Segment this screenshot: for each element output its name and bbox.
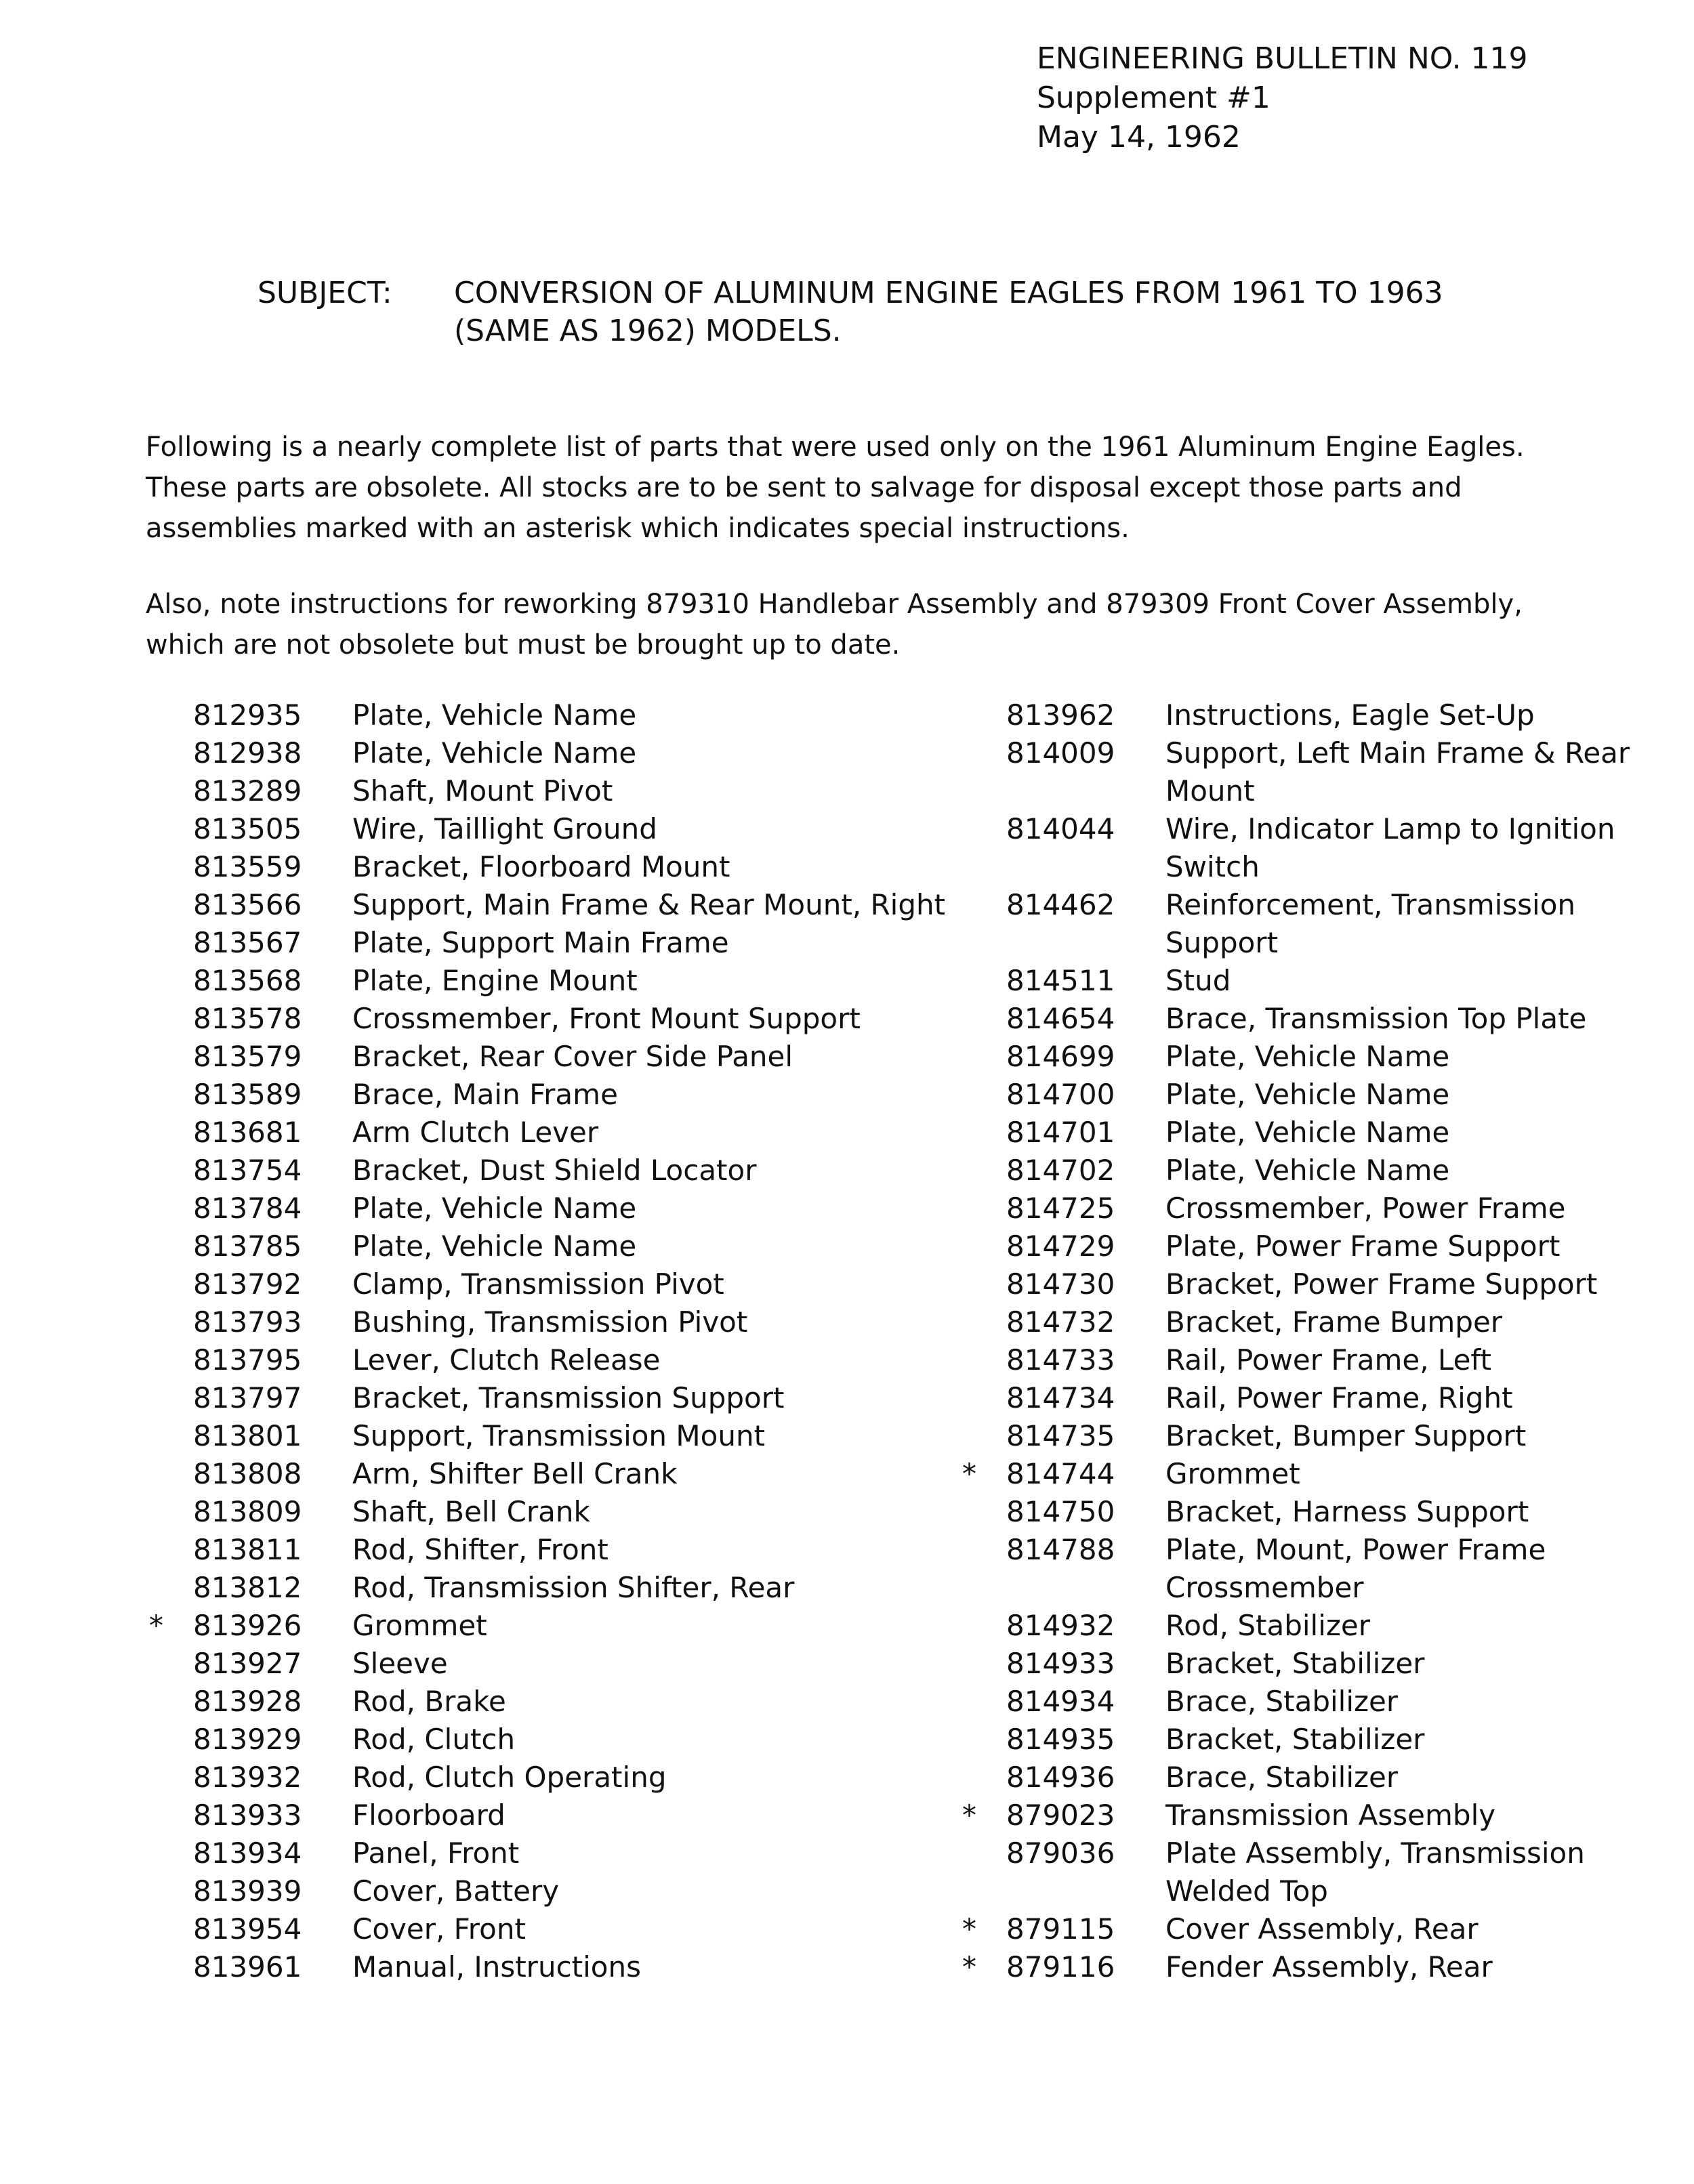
part-row [149, 1303, 996, 1341]
part-description: Rod, Clutch [352, 1723, 516, 1756]
part-number: 814936 [1006, 1761, 1115, 1794]
part-row [962, 1303, 1680, 1341]
part-row [149, 886, 996, 924]
part-description: Clamp, Transmission Pivot [352, 1267, 724, 1301]
part-description: Cover, Front [352, 1912, 526, 1946]
part-row [962, 1834, 1680, 1910]
part-row [149, 1417, 996, 1455]
part-number: 813809 [193, 1495, 302, 1528]
part-row [149, 1607, 996, 1645]
part-number: 814744 [1006, 1457, 1115, 1490]
part-description: Bushing, Transmission Pivot [352, 1305, 748, 1339]
part-number: 813939 [193, 1874, 302, 1908]
part-description: Rod, Brake [352, 1685, 506, 1718]
part-number: 813505 [193, 812, 302, 845]
part-row [149, 1190, 996, 1227]
part-number: 813808 [193, 1457, 302, 1490]
bulletin-header [1037, 39, 1528, 157]
part-row [149, 1645, 996, 1683]
bulletin-date: May 14, 1962 [1037, 120, 1241, 154]
part-row [962, 1493, 1680, 1531]
part-number: 813795 [193, 1343, 302, 1377]
part-description: Bracket, Transmission Support [352, 1381, 785, 1414]
part-number: 813792 [193, 1267, 302, 1301]
part-row [962, 734, 1680, 810]
special-instruction-mark: * [962, 1799, 976, 1832]
part-number: 813801 [193, 1419, 302, 1452]
bulletin-title: ENGINEERING BULLETIN NO. 119 [1037, 41, 1528, 76]
part-number: 813928 [193, 1685, 302, 1718]
part-description: Sleeve [352, 1647, 448, 1680]
part-row [149, 1910, 996, 1948]
part-row [962, 1531, 1680, 1607]
part-description: Floorboard [352, 1799, 505, 1832]
part-description: Grommet [352, 1609, 487, 1642]
part-number: 814700 [1006, 1078, 1115, 1111]
part-row [149, 1152, 996, 1190]
part-description: Plate, Power Frame Support [1165, 1230, 1561, 1263]
part-description: Support, Transmission Mount [352, 1419, 766, 1452]
part-number: 879023 [1006, 1799, 1115, 1832]
part-description: Bracket, Rear Cover Side Panel [352, 1040, 793, 1073]
part-row [962, 1379, 1680, 1417]
part-description: Crossmember, Power Frame [1165, 1192, 1566, 1225]
part-row [149, 1493, 996, 1531]
part-row [149, 1759, 996, 1797]
part-row [149, 1948, 996, 1986]
part-description: Brace, Stabilizer [1165, 1761, 1399, 1794]
part-row [962, 1948, 1680, 1986]
part-number: 814932 [1006, 1609, 1115, 1642]
part-row [149, 1076, 996, 1114]
part-number: 814935 [1006, 1723, 1115, 1756]
part-number: 813926 [193, 1609, 302, 1642]
part-description: Manual, Instructions [352, 1950, 641, 1983]
part-number: 814733 [1006, 1343, 1115, 1377]
special-instruction-mark: * [962, 1950, 976, 1983]
part-number: 813785 [193, 1230, 302, 1263]
part-row [149, 1721, 996, 1759]
part-row [149, 1038, 996, 1076]
part-number: 814511 [1006, 964, 1115, 997]
part-number: 812935 [193, 698, 302, 732]
part-row [962, 810, 1680, 886]
part-number: 813929 [193, 1723, 302, 1756]
part-row [962, 1000, 1680, 1038]
part-row [149, 696, 996, 734]
part-description: Rod, Transmission Shifter, Rear [352, 1571, 795, 1604]
part-description: Shaft, Mount Pivot [352, 774, 613, 807]
part-description: Plate, Vehicle Name [352, 698, 637, 732]
part-number: 813812 [193, 1571, 302, 1604]
part-number: 814934 [1006, 1685, 1115, 1718]
part-row [962, 1076, 1680, 1114]
part-description: Plate Assembly, Transmission Welded Top [1165, 1836, 1585, 1908]
part-description: Plate, Vehicle Name [352, 736, 637, 770]
part-number: 813954 [193, 1912, 302, 1946]
part-number: 813797 [193, 1381, 302, 1414]
part-row [149, 1531, 996, 1569]
part-number: 813811 [193, 1533, 302, 1566]
part-description: Grommet [1165, 1457, 1300, 1490]
part-row [149, 1455, 996, 1493]
part-row [149, 1379, 996, 1417]
part-number: 813784 [193, 1192, 302, 1225]
part-row [149, 924, 996, 962]
part-number: 814734 [1006, 1381, 1115, 1414]
part-description: Rod, Stabilizer [1165, 1609, 1371, 1642]
part-number: 813754 [193, 1154, 302, 1187]
part-number: 813962 [1006, 698, 1115, 732]
part-description: Instructions, Eagle Set-Up [1165, 698, 1535, 732]
part-description: Bracket, Frame Bumper [1165, 1305, 1503, 1339]
intro-paragraph: Following is a nearly complete list of parts that were used only on the 1961 Aluminum Engine Eagles. These parts are obsolete. All stocks are to be sent to salvage for disposal except those parts and assemblies marked with an asterisk which indicates special instructions. [146, 432, 1525, 544]
part-number: 879036 [1006, 1836, 1115, 1870]
part-description: Shaft, Bell Crank [352, 1495, 590, 1528]
part-description: Lever, Clutch Release [352, 1343, 661, 1377]
part-description: Arm, Shifter Bell Crank [352, 1457, 678, 1490]
part-number: 814699 [1006, 1040, 1115, 1073]
special-instruction-mark: * [962, 1457, 976, 1490]
special-instruction-mark: * [149, 1609, 163, 1642]
part-row [149, 962, 996, 1000]
part-number: 813589 [193, 1078, 302, 1111]
part-row [962, 1607, 1680, 1645]
part-number: 813927 [193, 1647, 302, 1680]
part-number: 814462 [1006, 888, 1115, 921]
part-number: 814750 [1006, 1495, 1115, 1528]
part-row [962, 1152, 1680, 1190]
part-description: Plate, Vehicle Name [1165, 1116, 1450, 1149]
part-number: 814788 [1006, 1533, 1115, 1566]
part-description: Bracket, Floorboard Mount [352, 850, 730, 883]
part-description: Bracket, Stabilizer [1165, 1723, 1425, 1756]
part-description: Rail, Power Frame, Left [1165, 1343, 1491, 1377]
subject-line-1: CONVERSION OF ALUMINUM ENGINE EAGLES FROM 1961 TO 1963 [454, 276, 1443, 310]
part-description: Reinforcement, Transmission Support [1165, 888, 1576, 959]
part-description: Wire, Indicator Lamp to Ignition Switch [1165, 812, 1615, 883]
part-number: 814701 [1006, 1116, 1115, 1149]
part-number: 879116 [1006, 1950, 1115, 1983]
part-row [962, 1227, 1680, 1265]
part-row [149, 1341, 996, 1379]
part-number: 813934 [193, 1836, 302, 1870]
part-row [962, 1190, 1680, 1227]
part-number: 813579 [193, 1040, 302, 1073]
part-row [962, 1683, 1680, 1721]
part-row [962, 1645, 1680, 1683]
part-row [149, 1569, 996, 1607]
part-row [962, 696, 1680, 734]
part-row [962, 886, 1680, 962]
part-row [149, 772, 996, 810]
part-description: Fender Assembly, Rear [1165, 1950, 1493, 1983]
part-description: Bracket, Stabilizer [1165, 1647, 1425, 1680]
subject-label: SUBJECT: [257, 276, 392, 310]
part-description: Brace, Stabilizer [1165, 1685, 1399, 1718]
part-number: 813793 [193, 1305, 302, 1339]
part-description: Support, Left Main Frame & Rear Mount [1165, 736, 1630, 807]
part-row [149, 1227, 996, 1265]
part-row [149, 848, 996, 886]
part-row [962, 1341, 1680, 1379]
part-description: Stud [1165, 964, 1231, 997]
part-number: 814735 [1006, 1419, 1115, 1452]
part-row [149, 1872, 996, 1910]
part-number: 814725 [1006, 1192, 1115, 1225]
part-number: 814933 [1006, 1647, 1115, 1680]
part-description: Bracket, Harness Support [1165, 1495, 1529, 1528]
part-description: Plate, Vehicle Name [352, 1192, 637, 1225]
part-number: 813933 [193, 1799, 302, 1832]
part-row [962, 1038, 1680, 1076]
part-row [962, 1114, 1680, 1152]
part-number: 814730 [1006, 1267, 1115, 1301]
part-number: 813567 [193, 926, 302, 959]
part-number: 814732 [1006, 1305, 1115, 1339]
part-description: Bracket, Bumper Support [1165, 1419, 1527, 1452]
part-description: Support, Main Frame & Rear Mount, Right [352, 888, 946, 921]
part-number: 813566 [193, 888, 302, 921]
part-description: Arm Clutch Lever [352, 1116, 599, 1149]
part-row [962, 1759, 1680, 1797]
part-description: Panel, Front [352, 1836, 520, 1870]
part-row [962, 1910, 1680, 1948]
part-number: 879115 [1006, 1912, 1115, 1946]
part-row [962, 1417, 1680, 1455]
part-number: 813289 [193, 774, 302, 807]
part-description: Plate, Vehicle Name [1165, 1078, 1450, 1111]
part-number: 812938 [193, 736, 302, 770]
part-row [149, 1000, 996, 1038]
part-number: 814702 [1006, 1154, 1115, 1187]
part-row [149, 1265, 996, 1303]
part-description: Plate, Engine Mount [352, 964, 638, 997]
parts-list-left [149, 696, 996, 1986]
parts-list-right [962, 696, 1680, 1986]
part-row [149, 1834, 996, 1872]
part-row [149, 1797, 996, 1834]
part-number: 813559 [193, 850, 302, 883]
part-description: Cover Assembly, Rear [1165, 1912, 1479, 1946]
part-number: 813578 [193, 1002, 302, 1035]
part-description: Plate, Vehicle Name [1165, 1154, 1450, 1187]
part-description: Plate, Vehicle Name [352, 1230, 637, 1263]
part-row [149, 1683, 996, 1721]
subject-text [454, 274, 1694, 350]
part-number: 813932 [193, 1761, 302, 1794]
part-number: 813961 [193, 1950, 302, 1983]
subject-line-2: (SAME AS 1962) MODELS. [454, 314, 842, 348]
part-description: Brace, Main Frame [352, 1078, 618, 1111]
part-row [962, 962, 1680, 1000]
part-number: 814729 [1006, 1230, 1115, 1263]
part-row [962, 1797, 1680, 1834]
part-description: Rod, Clutch Operating [352, 1761, 667, 1794]
part-row [149, 810, 996, 848]
rework-paragraph: Also, note instructions for reworking 879310 Handlebar Assembly and 879309 Front Cover Assembly, which are not obsolete but must be brought up to date. [146, 589, 1523, 660]
part-description: Rod, Shifter, Front [352, 1533, 608, 1566]
part-row [962, 1265, 1680, 1303]
part-description: Cover, Battery [352, 1874, 560, 1908]
part-number: 814044 [1006, 812, 1115, 845]
part-description: Wire, Taillight Ground [352, 812, 657, 845]
part-description: Brace, Transmission Top Plate [1165, 1002, 1587, 1035]
part-description: Plate, Vehicle Name [1165, 1040, 1450, 1073]
part-row [962, 1455, 1680, 1493]
part-description: Plate, Mount, Power Frame Crossmember [1165, 1533, 1546, 1604]
bulletin-supplement: Supplement #1 [1037, 81, 1270, 115]
special-instruction-mark: * [962, 1912, 976, 1946]
part-number: 814009 [1006, 736, 1115, 770]
part-description: Rail, Power Frame, Right [1165, 1381, 1513, 1414]
part-description: Transmission Assembly [1165, 1799, 1496, 1832]
part-number: 813568 [193, 964, 302, 997]
part-row [962, 1721, 1680, 1759]
part-description: Crossmember, Front Mount Support [352, 1002, 861, 1035]
part-number: 813681 [193, 1116, 302, 1149]
part-description: Bracket, Power Frame Support [1165, 1267, 1598, 1301]
part-number: 814654 [1006, 1002, 1115, 1035]
part-row [149, 734, 996, 772]
part-description: Plate, Support Main Frame [352, 926, 729, 959]
part-row [149, 1114, 996, 1152]
part-description: Bracket, Dust Shield Locator [352, 1154, 757, 1187]
